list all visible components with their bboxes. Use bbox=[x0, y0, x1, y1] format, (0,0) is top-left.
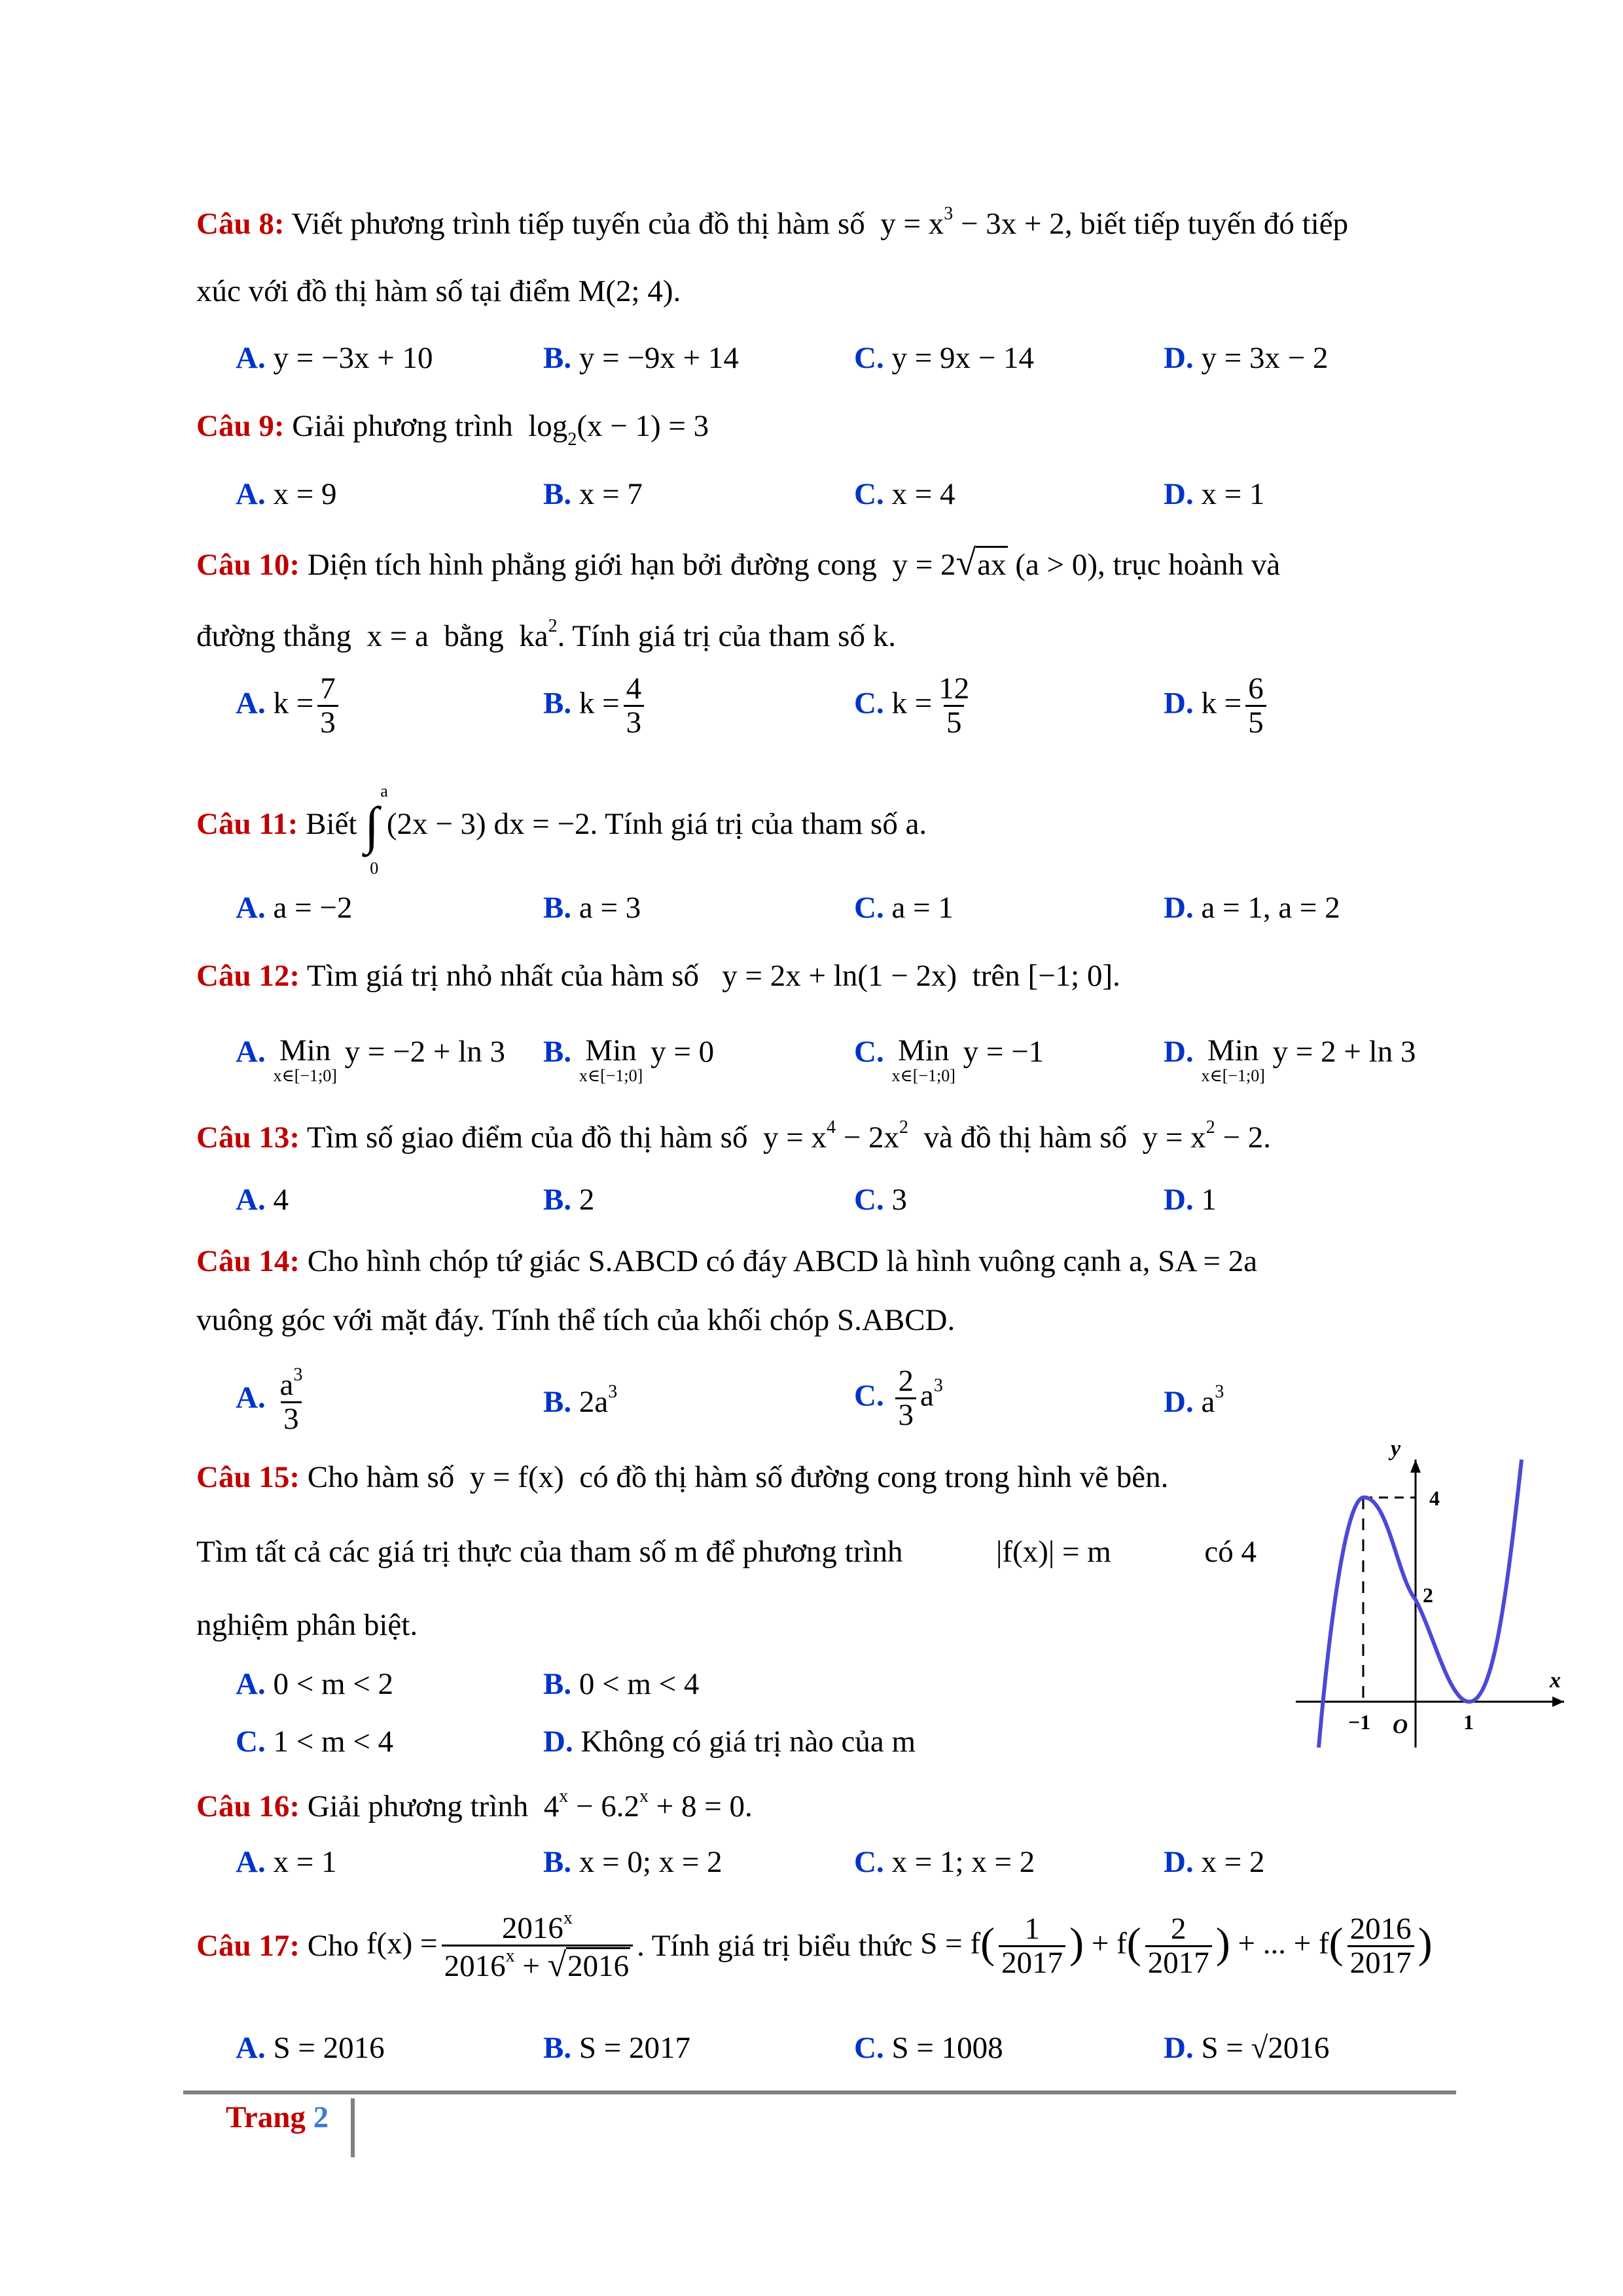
q10-line1 bbox=[196, 543, 1280, 584]
q13-text-a: Tìm số giao điểm của đồ thị hàm số bbox=[306, 1121, 748, 1155]
q13-line1: Câu 13: Tìm số giao điểm của đồ thị hàm số $y = x^4 - 2x^2$ và đồ thị hàm số $y = x^2 - 2$. bbox=[196, 1117, 1271, 1155]
q8-text-b: , biết tiếp tuyến đó tiếp bbox=[1064, 207, 1349, 241]
q15-line2-b: có 4 bbox=[1204, 1535, 1257, 1569]
q12-interval: [−1; 0] bbox=[1027, 959, 1113, 993]
q15-graph bbox=[1283, 1440, 1571, 1754]
q9-option-c: C. x = 4 bbox=[854, 477, 955, 511]
q14-label: Câu 14: bbox=[196, 1244, 300, 1278]
q13-option-b: B. 2 bbox=[543, 1183, 595, 1217]
q8-label: Câu 8: bbox=[196, 207, 285, 241]
q14-line1-text: Cho hình chóp tứ giác S.ABCD có đáy ABCD là hình vuông cạnh a, SA = 2a bbox=[307, 1244, 1258, 1278]
q11-option-c: C. a = 1 bbox=[854, 891, 954, 925]
y-axis-label: y bbox=[1391, 1440, 1401, 1461]
q16-option-b: B. x = 0; x = 2 bbox=[543, 1845, 722, 1879]
tick-label-4: 4 bbox=[1429, 1486, 1440, 1510]
q17-option-b: B. S = 2017 bbox=[543, 2031, 691, 2065]
q14-line2: vuông góc với mặt đáy. Tính thể tích của khối chóp S.ABCD. bbox=[196, 1303, 955, 1337]
q13-option-d: D. 1 bbox=[1164, 1183, 1217, 1217]
q17-function: f(x) = $\frac{2016^x}{2016^x + √2016}$ bbox=[359, 1909, 637, 1984]
q15-equation: |f(x)| = m bbox=[995, 1535, 1111, 1569]
q17-option-c: C. S = 1008 bbox=[854, 2031, 1003, 2065]
q10-line-eq: x = a bbox=[359, 619, 437, 653]
tick-label-minus1: −1 bbox=[1348, 1710, 1371, 1734]
q14-option-a: A. $\frac{a^3}{3}$ bbox=[236, 1365, 303, 1437]
q17-expression: S = f( $\frac{1}{2017}$ ) + f( $\frac{2}{2017}$ ) + ... + f( $\frac{2016}{2017}$ ) bbox=[912, 1911, 1433, 1980]
q10-label: Câu 10: bbox=[196, 548, 300, 582]
q14-option-d: D. $a^3$ bbox=[1164, 1382, 1224, 1419]
q13-option-c: C. 3 bbox=[854, 1183, 907, 1217]
q16-option-d: D. x = 2 bbox=[1164, 1845, 1265, 1879]
q15-line1 bbox=[196, 1461, 1168, 1495]
q10-text-a: Diện tích hình phẳng giới hạn bởi đường cong bbox=[307, 548, 877, 582]
q15-option-b: B. 0 < m < 4 bbox=[543, 1667, 700, 1701]
q8-text-c: xúc với đồ thị hàm số tại điểm bbox=[196, 274, 571, 308]
q8-option-c: C. y = 9x − 14 bbox=[854, 341, 1034, 375]
q11-option-d: D. a = 1, a = 2 bbox=[1164, 891, 1340, 925]
q8-option-b: B. y = −9x + 14 bbox=[543, 341, 739, 375]
q9-line1 bbox=[196, 410, 709, 450]
q17-text-b: . Tính giá trị biểu thức bbox=[637, 1928, 913, 1963]
q11-text-b: . Tính giá trị của tham số a. bbox=[590, 807, 927, 841]
q15-line3: nghiệm phân biệt. bbox=[196, 1608, 418, 1642]
origin-label: O bbox=[1393, 1714, 1408, 1738]
tick-label-1: 1 bbox=[1463, 1710, 1474, 1734]
q12-function: y = 2x + ln(1 − 2x) bbox=[706, 959, 965, 993]
q10-text-e: . Tính giá trị của tham số k. bbox=[557, 619, 896, 653]
q16-line1: Câu 16: Giải phương trình $4^x - 6.2^x + 8 = 0$. bbox=[196, 1786, 753, 1823]
q12-option-b: B. Min x∈[−1;0] y = 0 bbox=[543, 1033, 715, 1085]
q11-integral: ∫ a 0 (2x − 3) dx = −2 bbox=[365, 781, 590, 878]
q15-label: Câu 15: bbox=[196, 1460, 300, 1494]
q14-line1 bbox=[196, 1245, 1257, 1279]
q9-option-b: B. x = 7 bbox=[543, 477, 643, 511]
q13-text-b: và đồ thị hàm số bbox=[923, 1121, 1128, 1155]
footer-divider bbox=[351, 2098, 355, 2157]
page-number-value: 2 bbox=[313, 2100, 329, 2134]
q17-line1 bbox=[196, 1909, 1433, 1984]
q16-text: Giải phương trình bbox=[307, 1789, 529, 1823]
q12-text-a: Tìm giá trị nhỏ nhất của hàm số bbox=[306, 959, 700, 993]
q16-equation: $4^x - 6.2^x + 8 = 0$ bbox=[536, 1786, 745, 1823]
q12-text-b: trên bbox=[972, 959, 1020, 993]
q17-option-d: D. S = √2016 bbox=[1164, 2031, 1330, 2065]
q10-option-a: A. k = $\frac{7}{3}$ bbox=[236, 673, 342, 740]
q15-option-d: D. Không có giá trị nào của m bbox=[543, 1725, 916, 1759]
q10-option-c: C. k = $\frac{12}{5}$ bbox=[854, 672, 970, 740]
q17-text-a: Cho bbox=[307, 1928, 359, 1963]
q8-line2: xúc với đồ thị hàm số tại điểm M(2; 4). bbox=[196, 274, 681, 308]
q14-option-c: C. $\frac{2}{3}$ $a^3$ bbox=[854, 1364, 943, 1433]
q8-option-d: D. y = 3x − 2 bbox=[1164, 341, 1329, 375]
q10-text-c: đường thẳng bbox=[196, 619, 351, 653]
q9-text: Giải phương trình bbox=[292, 409, 513, 443]
q17-option-a: A. S = 2016 bbox=[236, 2031, 385, 2065]
q11-line1 bbox=[196, 781, 927, 878]
q12-option-c: C. Min x∈[−1;0] y = −1 bbox=[854, 1033, 1044, 1085]
q12-option-d: D. Min x∈[−1;0] y = 2 + ln 3 bbox=[1164, 1033, 1416, 1085]
q8-line1 bbox=[196, 204, 1348, 242]
y-axis-arrow bbox=[1410, 1460, 1421, 1473]
q10-area: $ka^2$ bbox=[511, 616, 558, 653]
q8-text-a: Viết phương trình tiếp tuyến của đồ thị hàm số bbox=[291, 207, 865, 241]
q9-option-d: D. x = 1 bbox=[1164, 477, 1265, 511]
q16-option-c: C. x = 1; x = 2 bbox=[854, 1845, 1035, 1879]
q9-equation: $\log_2(x - 1) = 3$ bbox=[520, 409, 709, 450]
q13-label: Câu 13: bbox=[196, 1121, 300, 1155]
q15-line2 bbox=[196, 1535, 1257, 1570]
function-curve bbox=[1319, 1460, 1522, 1748]
q10-curve: y = 2√ax (a > 0) bbox=[884, 543, 1097, 583]
footer-rule bbox=[183, 2090, 1456, 2094]
page-label: Trang bbox=[226, 2100, 306, 2134]
q9-label: Câu 9: bbox=[196, 409, 285, 443]
q13-function-1: $y = x^4 - 2x^2$ bbox=[755, 1117, 908, 1155]
tick-label-2: 2 bbox=[1423, 1583, 1433, 1607]
q15-function: y = f(x) bbox=[462, 1460, 572, 1494]
q10-option-d: D. k = $\frac{6}{5}$ bbox=[1164, 673, 1270, 740]
q11-option-a: A. a = −2 bbox=[236, 891, 353, 925]
q15-line2-a: Tìm tất cả các giá trị thực của tham số m để phương trình bbox=[196, 1535, 903, 1569]
q10-option-b: B. k = $\frac{4}{3}$ bbox=[543, 673, 648, 740]
q10-text-d: bằng bbox=[444, 619, 504, 653]
q17-label: Câu 17: bbox=[196, 1928, 300, 1963]
q8-point: M(2; 4) bbox=[578, 274, 673, 308]
q12-option-a: A. Min x∈[−1;0] y = −2 + ln 3 bbox=[236, 1033, 505, 1085]
q14-option-b: B. $2a^3$ bbox=[543, 1382, 618, 1419]
q16-label: Câu 16: bbox=[196, 1789, 300, 1823]
q15-option-c: C. 1 < m < 4 bbox=[236, 1725, 394, 1759]
q12-label: Câu 12: bbox=[196, 959, 300, 993]
q8-option-a: A. y = −3x + 10 bbox=[236, 341, 433, 375]
q8-function: $y = x^3 - 3x + 2$ bbox=[872, 204, 1065, 241]
x-axis-arrow bbox=[1552, 1696, 1564, 1707]
q10-text-b: , trục hoành và bbox=[1097, 548, 1281, 582]
q13-function-2: $y = x^2 - 2$ bbox=[1134, 1117, 1264, 1155]
q16-option-a: A. x = 1 bbox=[236, 1845, 337, 1879]
q15-option-a: A. 0 < m < 2 bbox=[236, 1667, 394, 1701]
q12-line1: Câu 12: Tìm giá trị nhỏ nhất của hàm số y = 2x + ln(1 − 2x) trên [−1; 0]. bbox=[196, 959, 1120, 993]
q15-text-a: Cho hàm số bbox=[307, 1460, 455, 1494]
q15-text-b: có đồ thị hàm số đường cong trong hình vẽ bên. bbox=[579, 1460, 1169, 1494]
q10-line2 bbox=[196, 617, 896, 654]
q11-label: Câu 11: bbox=[196, 807, 298, 841]
page-number bbox=[226, 2100, 329, 2135]
q9-option-a: A. x = 9 bbox=[236, 477, 337, 511]
q11-text-a: Biết bbox=[306, 807, 357, 841]
x-axis-label: x bbox=[1550, 1668, 1561, 1693]
q11-option-b: B. a = 3 bbox=[543, 891, 641, 925]
q13-option-a: A. 4 bbox=[236, 1183, 289, 1217]
